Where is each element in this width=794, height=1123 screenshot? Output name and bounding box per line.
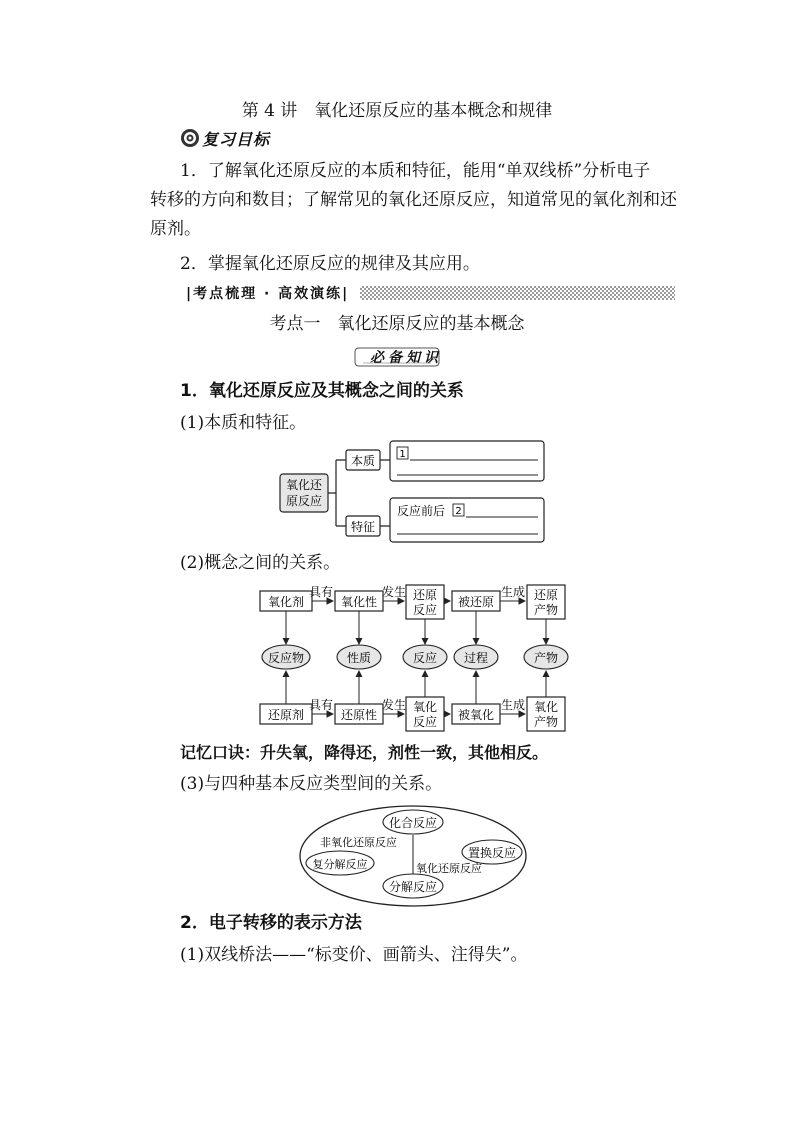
top-arrow-undergo: 发生: [381, 585, 407, 599]
bottom-reducing: 还原性: [340, 708, 378, 722]
branch-essence: 本质: [350, 454, 376, 468]
page-title: 第 4 讲 氧化还原反应的基本概念和规律: [241, 101, 553, 121]
decomposition-reaction: 分解反应: [388, 880, 438, 894]
subheading-2: 2．电子转移的表示方法: [180, 913, 362, 933]
mid-process: 过程: [463, 651, 489, 665]
subheading-1a: (1)本质和特征。: [180, 413, 307, 433]
top-product-1: 还原: [533, 588, 559, 602]
top-arrow-has: 具有: [308, 585, 334, 599]
top-arrow-form: 生成: [500, 585, 526, 599]
bottom-product-1: 氧化: [533, 700, 559, 714]
top-reduced: 被还原: [457, 595, 495, 609]
bottom-oxidized: 被氧化: [457, 708, 495, 722]
root-line1: 氧化还: [285, 478, 323, 492]
top-oxidizing: 氧化性: [340, 595, 378, 609]
goals-label: 复习目标: [202, 130, 271, 149]
branch-feature: 特征: [350, 520, 376, 534]
concept-relation-diagram: [255, 584, 570, 734]
bottom-oxidation-1: 氧化: [412, 700, 438, 714]
badge-label: 必备知识: [370, 350, 442, 366]
blank-2-number: 2: [455, 506, 462, 517]
blank-1-number: 1: [399, 449, 406, 460]
feature-text: 反应前后: [397, 504, 446, 518]
mid-reactant: 反应物: [267, 651, 305, 665]
top-reduction-1: 还原: [412, 588, 438, 602]
bottom-product-2: 产物: [533, 715, 559, 729]
root-line2: 原反应: [285, 494, 323, 508]
bottom-oxidation-2: 反应: [412, 715, 438, 729]
subheading-1b: (2)概念之间的关系。: [180, 553, 341, 573]
bottom-arrow-has: 具有: [308, 698, 334, 712]
bottom-reductant: 还原剂: [267, 708, 305, 722]
reaction-types-diagram: [296, 802, 532, 910]
goal-item1-line3: 原剂。: [150, 219, 201, 239]
displacement-reaction: 置换反应: [467, 846, 517, 860]
subheading-1c: (3)与四种基本反应类型间的关系。: [180, 774, 443, 794]
bottom-arrow-undergo: 发生: [381, 698, 407, 712]
mnemonic: 记忆口诀：升失氧，降得还，剂性一致，其他相反。: [180, 743, 549, 762]
non-redox-label: 非氧化还原反应: [320, 836, 397, 849]
section-heading: 考点一 氧化还原反应的基本概念: [269, 314, 525, 334]
redox-label: 氧化还原反应: [416, 862, 482, 875]
mid-reaction: 反应: [412, 651, 438, 665]
goal-item1-line1: 1．了解氧化还原反应的本质和特征，能用“单双线桥”分析电子: [180, 161, 651, 181]
essence-diagram: [270, 438, 550, 546]
section-banner-label: |考点梳理 · 高效演练|: [186, 286, 350, 302]
goal-item2: 2．掌握氧化还原反应的规律及其应用。: [180, 254, 480, 274]
combination-reaction: 化合反应: [388, 816, 438, 830]
double-decomposition: 复分解反应: [312, 858, 368, 871]
subheading-1: 1．氧化还原反应及其概念之间的关系: [180, 381, 464, 401]
mid-property: 性质: [346, 651, 372, 665]
top-product-2: 产物: [533, 603, 559, 617]
subheading-2a: (1)双线桥法——“标变价、画箭头、注得失”。: [180, 945, 528, 965]
top-oxidant: 氧化剂: [267, 595, 305, 609]
mid-product: 产物: [533, 651, 559, 665]
goal-item1-line2: 转移的方向和数目；了解常见的氧化还原反应，知道常见的氧化剂和还: [150, 190, 677, 210]
target-icon: [180, 128, 200, 148]
top-reduction-2: 反应: [412, 603, 438, 617]
bottom-arrow-form: 生成: [500, 698, 526, 712]
